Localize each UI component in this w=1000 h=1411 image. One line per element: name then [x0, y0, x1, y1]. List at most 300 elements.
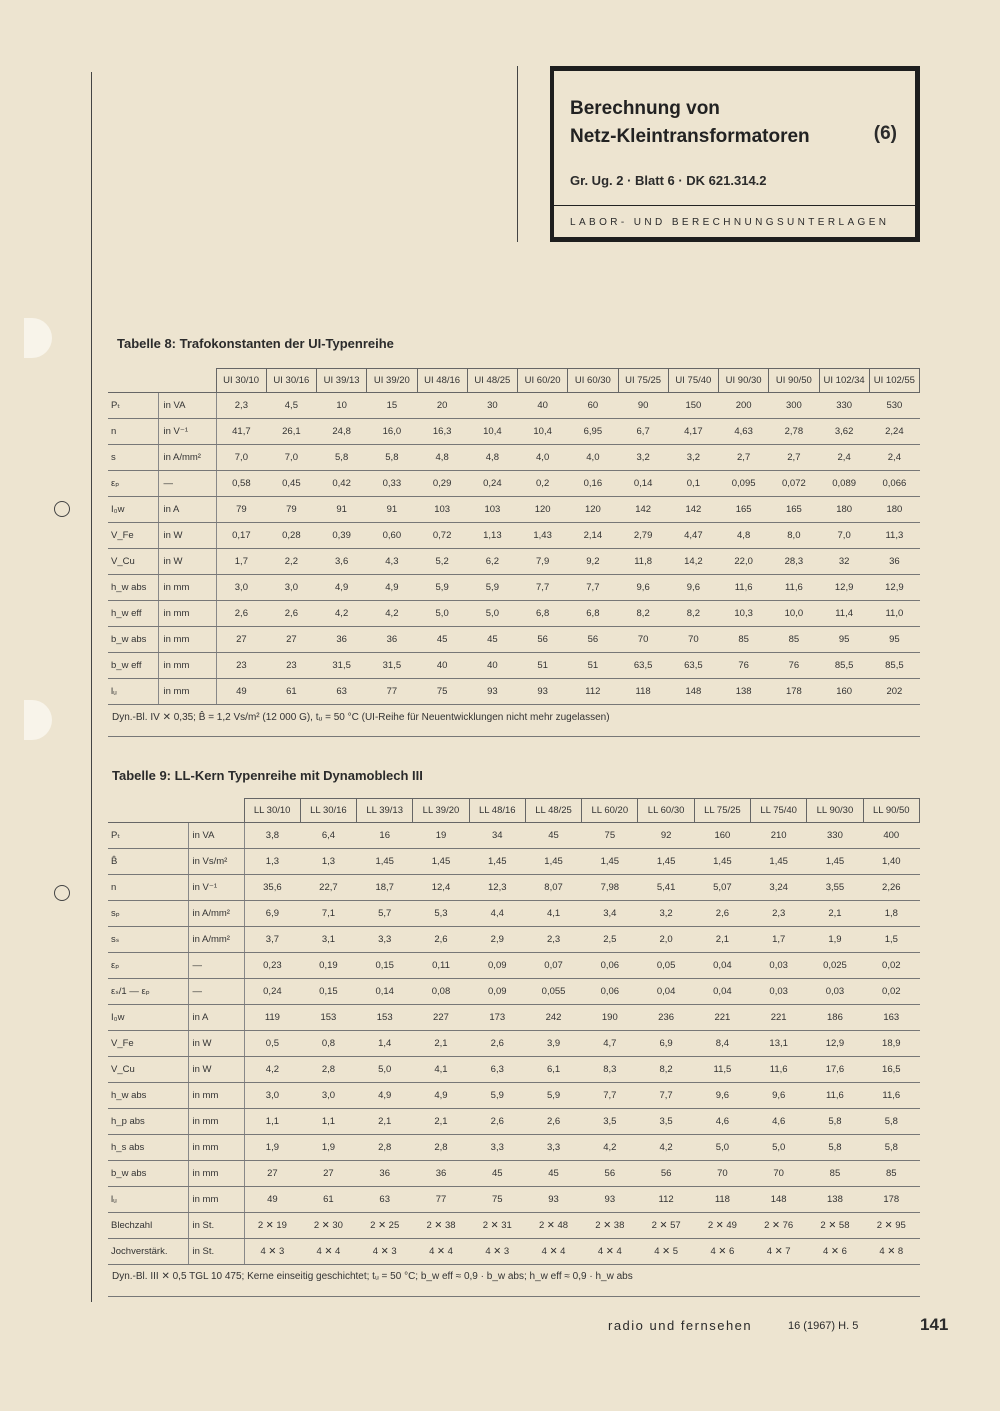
table-cell: 4,6 — [694, 1109, 750, 1135]
table-cell: 165 — [769, 497, 819, 523]
column-header: UI 90/30 — [719, 369, 769, 393]
table-cell: 9,6 — [668, 575, 718, 601]
row-unit: in W — [188, 1057, 244, 1083]
row-unit: — — [188, 979, 244, 1005]
table-cell: 2,5 — [582, 927, 638, 953]
table-cell: 160 — [819, 679, 869, 705]
header-divider — [554, 205, 915, 206]
table-cell: 2,3 — [751, 901, 807, 927]
table-cell: 4,1 — [413, 1057, 469, 1083]
column-header: LL 90/30 — [807, 799, 863, 823]
column-header: LL 30/10 — [244, 799, 300, 823]
table-cell: 3,2 — [638, 901, 694, 927]
table-cell: 186 — [807, 1005, 863, 1031]
table-cell: 2,26 — [863, 875, 919, 901]
table-cell: 165 — [719, 497, 769, 523]
table-cell: 1,7 — [216, 549, 266, 575]
table-cell: 11,6 — [751, 1057, 807, 1083]
row-symbol: V_Fe — [108, 1031, 188, 1057]
punch-hole-bottom — [54, 885, 70, 901]
table-cell: 23 — [266, 653, 316, 679]
table-cell: 1,45 — [751, 849, 807, 875]
table-cell: 6,7 — [618, 419, 668, 445]
table-cell: 3,62 — [819, 419, 869, 445]
table-cell: 11,4 — [819, 601, 869, 627]
table-row — [108, 419, 920, 445]
table-cell: 530 — [869, 393, 919, 419]
table-cell: 95 — [869, 627, 919, 653]
table-cell: 11,0 — [869, 601, 919, 627]
table-cell: 11,3 — [869, 523, 919, 549]
table-cell: 2 ✕ 25 — [357, 1213, 413, 1239]
table-cell: 3,2 — [668, 445, 718, 471]
table-cell: 70 — [668, 627, 718, 653]
table-cell: 1,40 — [863, 849, 919, 875]
table-row — [108, 679, 920, 705]
table-cell: 118 — [618, 679, 668, 705]
row-unit: in St. — [188, 1239, 244, 1265]
table-cell: 3,3 — [357, 927, 413, 953]
table-cell: 120 — [568, 497, 618, 523]
table-row — [108, 927, 920, 953]
row-symbol: V_Cu — [108, 1057, 188, 1083]
table-cell: 10,3 — [719, 601, 769, 627]
table-cell: 5,8 — [807, 1135, 863, 1161]
table-cell: 56 — [568, 627, 618, 653]
row-unit: in mm — [188, 1109, 244, 1135]
table-cell: 4,4 — [469, 901, 525, 927]
table-cell: 5,9 — [417, 575, 467, 601]
table-cell: 18,7 — [357, 875, 413, 901]
table-cell: 4,8 — [467, 445, 517, 471]
row-symbol: h_w eff — [108, 601, 158, 627]
table-cell: 75 — [469, 1187, 525, 1213]
row-symbol: V_Fe — [108, 523, 158, 549]
table-cell: 1,45 — [357, 849, 413, 875]
table-cell: 3,9 — [525, 1031, 581, 1057]
table-cell: 6,8 — [568, 601, 618, 627]
table-row — [108, 979, 920, 1005]
table-cell: 4 ✕ 4 — [300, 1239, 356, 1265]
table-cell: 56 — [638, 1161, 694, 1187]
row-unit: in mm — [188, 1135, 244, 1161]
column-header: UI 102/34 — [819, 369, 869, 393]
table-cell: 2,14 — [568, 523, 618, 549]
table-row — [108, 1005, 920, 1031]
table-cell: 4,1 — [525, 901, 581, 927]
table-cell: 0,29 — [417, 471, 467, 497]
column-header: LL 39/13 — [357, 799, 413, 823]
table-cell: 92 — [638, 823, 694, 849]
table-cell: 91 — [367, 497, 417, 523]
table-cell: 85,5 — [869, 653, 919, 679]
table-cell: 5,07 — [694, 875, 750, 901]
table-cell: 4,17 — [668, 419, 718, 445]
table-cell: 45 — [469, 1161, 525, 1187]
table-cell: 3,6 — [317, 549, 367, 575]
table-cell: 6,8 — [518, 601, 568, 627]
table-cell: 7,0 — [266, 445, 316, 471]
table-cell: 75 — [582, 823, 638, 849]
table-cell: 27 — [266, 627, 316, 653]
table-cell: 93 — [467, 679, 517, 705]
table-cell: 2,78 — [769, 419, 819, 445]
table-cell: 1,45 — [694, 849, 750, 875]
header-box — [550, 66, 920, 242]
table-cell: 242 — [525, 1005, 581, 1031]
table-cell: 4,2 — [638, 1135, 694, 1161]
table-cell: 0,06 — [582, 979, 638, 1005]
table-cell: 93 — [518, 679, 568, 705]
column-header: UI 30/16 — [266, 369, 316, 393]
column-header: LL 75/25 — [694, 799, 750, 823]
table-cell: 0,072 — [769, 471, 819, 497]
table-cell: 31,5 — [317, 653, 367, 679]
table-cell: 5,2 — [417, 549, 467, 575]
table-cell: 22,0 — [719, 549, 769, 575]
table-cell: 190 — [582, 1005, 638, 1031]
table-cell: 27 — [216, 627, 266, 653]
table-cell: 34 — [469, 823, 525, 849]
column-header: UI 39/13 — [317, 369, 367, 393]
table-cell: 5,9 — [525, 1083, 581, 1109]
table-cell: 85 — [807, 1161, 863, 1187]
table-cell: 6,2 — [467, 549, 517, 575]
row-symbol: I₀w — [108, 497, 158, 523]
table-cell: 210 — [751, 823, 807, 849]
table-cell: 120 — [518, 497, 568, 523]
table-row — [108, 823, 920, 849]
column-header: UI 48/25 — [467, 369, 517, 393]
table-cell: 4 ✕ 4 — [413, 1239, 469, 1265]
table-cell: 0,45 — [266, 471, 316, 497]
table-cell: 61 — [300, 1187, 356, 1213]
table-cell: 1,45 — [582, 849, 638, 875]
table-cell: 1,1 — [300, 1109, 356, 1135]
row-symbol: n — [108, 875, 188, 901]
table-cell: 3,55 — [807, 875, 863, 901]
table-row — [108, 549, 920, 575]
table-cell: 2,1 — [413, 1031, 469, 1057]
table-cell: 103 — [417, 497, 467, 523]
table-cell: 24,8 — [317, 419, 367, 445]
table-cell: 40 — [518, 393, 568, 419]
row-symbol: I₀w — [108, 1005, 188, 1031]
column-header: LL 30/16 — [300, 799, 356, 823]
table-cell: 0,03 — [751, 979, 807, 1005]
table-cell: 30 — [467, 393, 517, 419]
table-cell: 28,3 — [769, 549, 819, 575]
table-cell: 8,3 — [582, 1057, 638, 1083]
table-cell: 35,6 — [244, 875, 300, 901]
table-cell: 153 — [300, 1005, 356, 1031]
table-cell: 160 — [694, 823, 750, 849]
row-symbol: lᵤ — [108, 679, 158, 705]
table-cell: 118 — [694, 1187, 750, 1213]
row-unit: in St. — [188, 1213, 244, 1239]
table-cell: 20 — [417, 393, 467, 419]
table-cell: 77 — [367, 679, 417, 705]
table-cell: 45 — [467, 627, 517, 653]
table-cell: 0,5 — [244, 1031, 300, 1057]
table-cell: 4,9 — [413, 1083, 469, 1109]
column-header: UI 75/40 — [668, 369, 718, 393]
table-row — [108, 445, 920, 471]
table-row — [108, 1031, 920, 1057]
table-cell: 0,60 — [367, 523, 417, 549]
table-cell: 4,2 — [244, 1057, 300, 1083]
table-cell: 36 — [869, 549, 919, 575]
table-cell: 85 — [769, 627, 819, 653]
table-cell: 79 — [216, 497, 266, 523]
table-cell: 180 — [819, 497, 869, 523]
table-cell: 27 — [300, 1161, 356, 1187]
sheet-reference: Gr. Ug. 2 · Blatt 6 · DK 621.314.2 — [570, 173, 767, 188]
table-row — [108, 875, 920, 901]
table-row — [108, 497, 920, 523]
table-cell: 138 — [807, 1187, 863, 1213]
table-cell: 63,5 — [618, 653, 668, 679]
column-header: UI 60/30 — [568, 369, 618, 393]
table-cell: 5,9 — [467, 575, 517, 601]
column-header: LL 75/40 — [751, 799, 807, 823]
table-cell: 63 — [357, 1187, 413, 1213]
column-header: LL 48/16 — [469, 799, 525, 823]
table-cell: 2,3 — [216, 393, 266, 419]
table-cell: 0,14 — [357, 979, 413, 1005]
table-cell: 0,23 — [244, 953, 300, 979]
table-cell: 330 — [819, 393, 869, 419]
table-cell: 16,0 — [367, 419, 417, 445]
table-row — [108, 1213, 920, 1239]
row-symbol: Pₜ — [108, 823, 188, 849]
table-cell: 61 — [266, 679, 316, 705]
table-cell: 4,5 — [266, 393, 316, 419]
table-cell: 148 — [751, 1187, 807, 1213]
table-cell: 173 — [469, 1005, 525, 1031]
row-symbol: Blechzahl — [108, 1213, 188, 1239]
table-cell: 3,24 — [751, 875, 807, 901]
table-cell: 2,8 — [413, 1135, 469, 1161]
table-cell: 40 — [467, 653, 517, 679]
table-cell: 11,6 — [719, 575, 769, 601]
table-cell: 0,16 — [568, 471, 618, 497]
table-cell: 1,9 — [300, 1135, 356, 1161]
table-cell: 2,0 — [638, 927, 694, 953]
table-cell: 3,1 — [300, 927, 356, 953]
table8 — [108, 368, 920, 705]
table-cell: 0,24 — [244, 979, 300, 1005]
row-unit: in mm — [188, 1161, 244, 1187]
table-cell: 142 — [668, 497, 718, 523]
table-cell: 31,5 — [367, 653, 417, 679]
table-cell: 0,39 — [317, 523, 367, 549]
table-cell: 2 ✕ 58 — [807, 1213, 863, 1239]
table-cell: 0,24 — [467, 471, 517, 497]
table-cell: 12,4 — [413, 875, 469, 901]
table-cell: 7,9 — [518, 549, 568, 575]
table-cell: 4,0 — [518, 445, 568, 471]
table-cell: 1,9 — [244, 1135, 300, 1161]
column-header: UI 60/20 — [518, 369, 568, 393]
table-cell: 4 ✕ 4 — [525, 1239, 581, 1265]
table-cell: 45 — [525, 823, 581, 849]
table-cell: 5,8 — [807, 1109, 863, 1135]
table-cell: 7,7 — [518, 575, 568, 601]
table-cell: 3,0 — [266, 575, 316, 601]
table-cell: 0,07 — [525, 953, 581, 979]
table-cell: 178 — [769, 679, 819, 705]
table-cell: 200 — [719, 393, 769, 419]
table-cell: 2 ✕ 57 — [638, 1213, 694, 1239]
table-cell: 70 — [618, 627, 668, 653]
row-symbol: s — [108, 445, 158, 471]
table-cell: 148 — [668, 679, 718, 705]
row-unit: in mm — [158, 627, 216, 653]
table-cell: 2 ✕ 48 — [525, 1213, 581, 1239]
table-cell: 10,4 — [518, 419, 568, 445]
table-cell: 2,7 — [769, 445, 819, 471]
row-unit: in VA — [158, 393, 216, 419]
table-cell: 18,9 — [863, 1031, 919, 1057]
table9-footnote: Dyn.-Bl. III ✕ 0,5 TGL 10 475; Kerne einseitig geschichtet; tᵤ = 50 °C; b_w eff ≈ 0,9 · b_w abs; h_w eff ≈ 0,9 · h_w abs — [112, 1271, 633, 1282]
row-unit: in mm — [158, 575, 216, 601]
row-unit: in mm — [158, 601, 216, 627]
row-symbol: εₚ — [108, 953, 188, 979]
table-cell: 0,09 — [469, 979, 525, 1005]
table-cell: 45 — [417, 627, 467, 653]
row-symbol: n — [108, 419, 158, 445]
table-cell: 221 — [694, 1005, 750, 1031]
table8-footnote: Dyn.-Bl. IV ✕ 0,35; B̂ = 1,2 Vs/m² (12 000 G), tᵤ = 50 °C (UI-Reihe für Neuentwicklungen nicht mehr zugelassen) — [112, 712, 610, 723]
table-row — [108, 653, 920, 679]
table-cell: 8,4 — [694, 1031, 750, 1057]
table-cell: 76 — [769, 653, 819, 679]
table-cell: 12,9 — [869, 575, 919, 601]
row-unit: in mm — [158, 653, 216, 679]
table-cell: 10,4 — [467, 419, 517, 445]
table-cell: 1,3 — [244, 849, 300, 875]
table-cell: 6,4 — [300, 823, 356, 849]
table-cell: 11,6 — [863, 1083, 919, 1109]
table-cell: 6,3 — [469, 1057, 525, 1083]
table-cell: 4,2 — [582, 1135, 638, 1161]
table-cell: 0,04 — [694, 979, 750, 1005]
table-cell: 4 ✕ 3 — [357, 1239, 413, 1265]
table-cell: 0,72 — [417, 523, 467, 549]
table-cell: 26,1 — [266, 419, 316, 445]
table-cell: 4,8 — [417, 445, 467, 471]
table-cell: 51 — [518, 653, 568, 679]
table-cell: 2,1 — [357, 1109, 413, 1135]
row-unit: in A — [188, 1005, 244, 1031]
table-cell: 4,0 — [568, 445, 618, 471]
table-cell: 112 — [638, 1187, 694, 1213]
table-cell: 3,8 — [244, 823, 300, 849]
table-cell: 5,3 — [413, 901, 469, 927]
table-cell: 75 — [417, 679, 467, 705]
table-cell: 5,0 — [467, 601, 517, 627]
column-header: UI 39/20 — [367, 369, 417, 393]
table-cell: 2,4 — [819, 445, 869, 471]
table-cell: 93 — [525, 1187, 581, 1213]
table-row — [108, 953, 920, 979]
table-cell: 3,5 — [638, 1109, 694, 1135]
row-unit: in W — [158, 523, 216, 549]
table-cell: 49 — [216, 679, 266, 705]
table-cell: 7,98 — [582, 875, 638, 901]
table-cell: 3,0 — [300, 1083, 356, 1109]
table-cell: 330 — [807, 823, 863, 849]
table-cell: 2,6 — [469, 1109, 525, 1135]
table-row — [108, 1161, 920, 1187]
table-cell: 4,3 — [367, 549, 417, 575]
table-cell: 0,08 — [413, 979, 469, 1005]
table-cell: 11,6 — [769, 575, 819, 601]
table-cell: 1,5 — [863, 927, 919, 953]
table-cell: 2,1 — [413, 1109, 469, 1135]
table-cell: 2,24 — [869, 419, 919, 445]
table-cell: 0,33 — [367, 471, 417, 497]
table-cell: 91 — [317, 497, 367, 523]
table-cell: 0,02 — [863, 979, 919, 1005]
table-cell: 1,43 — [518, 523, 568, 549]
table-cell: 11,6 — [807, 1083, 863, 1109]
table-cell: 2,6 — [694, 901, 750, 927]
table-cell: 2,6 — [413, 927, 469, 953]
table-cell: 3,4 — [582, 901, 638, 927]
table-cell: 400 — [863, 823, 919, 849]
table-cell: 2 ✕ 30 — [300, 1213, 356, 1239]
table-row — [108, 1135, 920, 1161]
row-symbol: h_s abs — [108, 1135, 188, 1161]
table-cell: 5,7 — [357, 901, 413, 927]
table-cell: 3,5 — [582, 1109, 638, 1135]
table-cell: 90 — [618, 393, 668, 419]
table-cell: 5,0 — [417, 601, 467, 627]
table-cell: 0,2 — [518, 471, 568, 497]
row-symbol: Pₜ — [108, 393, 158, 419]
table-cell: 5,0 — [694, 1135, 750, 1161]
table-cell: 0,05 — [638, 953, 694, 979]
table-cell: 45 — [525, 1161, 581, 1187]
table-cell: 32 — [819, 549, 869, 575]
table-cell: 1,13 — [467, 523, 517, 549]
table-cell: 8,2 — [638, 1057, 694, 1083]
table-cell: 1,45 — [469, 849, 525, 875]
row-unit: in mm — [188, 1083, 244, 1109]
table-cell: 56 — [582, 1161, 638, 1187]
table-cell: 14,2 — [668, 549, 718, 575]
row-symbol: εₚ — [108, 471, 158, 497]
table-cell: 1,9 — [807, 927, 863, 953]
table-cell: 236 — [638, 1005, 694, 1031]
row-unit: in VA — [188, 823, 244, 849]
table-cell: 1,8 — [863, 901, 919, 927]
table-row — [108, 523, 920, 549]
table-cell: 0,055 — [525, 979, 581, 1005]
table-cell: 4 ✕ 6 — [807, 1239, 863, 1265]
table-cell: 9,6 — [694, 1083, 750, 1109]
column-header: UI 30/10 — [216, 369, 266, 393]
table-cell: 0,58 — [216, 471, 266, 497]
row-symbol: lᵤ — [108, 1187, 188, 1213]
table-cell: 2,9 — [469, 927, 525, 953]
table-cell: 300 — [769, 393, 819, 419]
row-symbol: h_p abs — [108, 1109, 188, 1135]
table-cell: 1,3 — [300, 849, 356, 875]
table-cell: 5,0 — [751, 1135, 807, 1161]
